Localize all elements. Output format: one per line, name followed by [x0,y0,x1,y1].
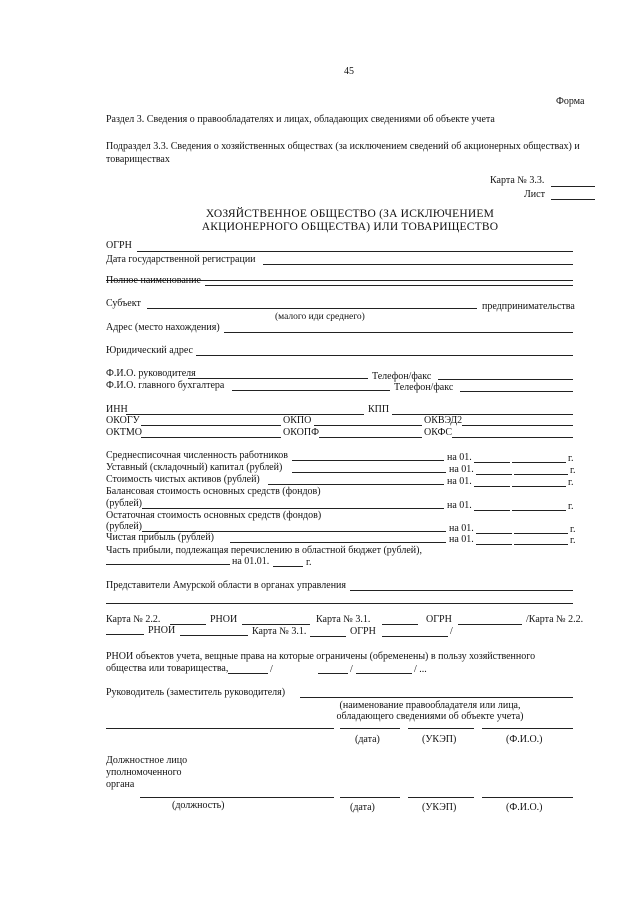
section-heading: Раздел 3. Сведения о правообладателях и лицах, обладающих сведениями об объекте учета [106,114,495,125]
card-number-field[interactable] [551,186,595,187]
head-fio-field[interactable] [188,378,368,379]
balance-value-year-suffix: г. [568,501,574,512]
head-fio-label: Ф.И.О. руководителя [106,368,196,379]
charter-capital-date-year[interactable] [514,474,568,475]
rnoi-sep-2: / [350,664,353,675]
okpo-field[interactable] [314,425,422,426]
official-ukep-field[interactable] [408,797,474,798]
okfs-label: ОКФС [424,427,453,438]
ogrn-field[interactable] [137,251,573,252]
head-date-field[interactable] [340,728,400,729]
official-date-caption: (дата) [350,802,375,813]
kpp-label: КПП [368,404,390,415]
rnoi-field-3[interactable] [356,673,412,674]
holder-name-field[interactable] [300,697,573,698]
okopf-label: ОКОПФ [283,427,319,438]
avg-staff-date-day[interactable] [474,462,510,463]
rnoi-text-line1: РНОИ объектов учета, вещные права на которые ограничены (обременены) в пользу хозяйственного [106,651,536,662]
charter-capital-field[interactable] [292,472,446,473]
accountant-fio-label: Ф.И.О. главного бухгалтера [106,380,225,391]
form-title-line1: ХОЗЯЙСТВЕННОЕ ОБЩЕСТВО (ЗА ИСКЛЮЧЕНИЕМ [205,208,495,220]
net-profit-date-prefix: на 01. [449,534,474,545]
legal-address-label: Юридический адрес [106,345,193,356]
accountant-fio-field[interactable] [232,390,390,391]
net-assets-year-suffix: г. [568,477,574,488]
reg-date-label: Дата государственной регистрации [106,254,256,265]
address-field[interactable] [224,332,573,333]
avg-staff-field[interactable] [292,460,444,461]
residual-value-year-suffix: г. [570,524,576,535]
link2-rnoi-label: РНОИ [148,625,176,636]
net-assets-field[interactable] [268,484,444,485]
subsection-heading-line2: товариществах [106,154,170,165]
rnoi-field-1[interactable] [228,673,268,674]
net-assets-date-day[interactable] [474,486,510,487]
head-fio-caption: (Ф.И.О.) [506,734,543,745]
official-position-field[interactable] [140,797,334,798]
ogrn-label: ОГРН [106,240,132,251]
representatives-field-extra[interactable] [106,603,573,604]
net-assets-label: Стоимость чистых активов (рублей) [106,474,260,485]
okved2-label: ОКВЭД2 [424,415,463,426]
reg-date-field[interactable] [263,264,573,265]
head-phone-field[interactable] [438,379,573,380]
link-ogrn-field[interactable] [458,624,522,625]
avg-staff-year-suffix: г. [568,453,574,464]
oktmo-label: ОКТМО [106,427,142,438]
net-profit-year-suffix: г. [570,535,576,546]
link2-rnoi-field[interactable] [180,635,248,636]
inn-field[interactable] [126,414,364,415]
link2-card-22-field[interactable] [106,634,144,635]
head-ukep-field[interactable] [408,728,474,729]
official-ukep-caption: (УКЭП) [422,802,457,813]
balance-value-date-prefix: на 01. [447,500,472,511]
okpo-label: ОКПО [283,415,312,426]
oktmo-field[interactable] [141,437,281,438]
charter-capital-label: Уставный (складочный) капитал (рублей) [106,462,283,473]
residual-value-label: Остаточная стоимость основных средств (фондов) [106,510,322,521]
kpp-field[interactable] [392,414,573,415]
representatives-label: Представители Амурской области в органах управления [106,580,346,591]
profit-share-field[interactable] [106,564,230,565]
link2-ogrn-field[interactable] [382,636,448,637]
link2-card-31-label: Карта № 3.1. [252,626,307,637]
profit-share-date-prefix: на 01.01. [232,556,270,567]
net-assets-date-prefix: на 01. [447,476,472,487]
full-name-label: Полное наименование [106,275,201,286]
avg-staff-label: Среднесписочная численность работников [106,450,288,461]
subject-label: Субъект [106,298,141,309]
inn-label: ИНН [106,404,128,415]
address-label: Адрес (место нахождения) [106,322,220,333]
net-profit-label: Чистая прибыль (рублей) [106,532,214,543]
net-profit-date-day[interactable] [476,544,512,545]
link-card-22-field[interactable] [170,624,206,625]
balance-value-rub: (рублей) [106,498,143,509]
rnoi-field-2[interactable] [318,673,348,674]
residual-value-date-day[interactable] [476,533,512,534]
link2-ogrn-label: ОГРН [350,626,376,637]
link2-slash: / [450,626,453,637]
balance-value-label: Балансовая стоимость основных средств (фондов) [106,486,321,497]
official-position-caption: (должность) [172,800,225,811]
full-name-field[interactable] [205,285,573,286]
residual-value-date-year[interactable] [514,533,568,534]
rnoi-sep-1: / [270,664,273,675]
link-card-22-tail: /Карта № 2.2. [526,614,584,625]
charter-capital-date-prefix: на 01. [449,464,474,475]
profit-share-date-year[interactable] [273,566,303,567]
page-number: 45 [344,66,354,77]
net-profit-date-year[interactable] [514,544,568,545]
head-date-caption: (дата) [355,734,380,745]
link-rnoi-field[interactable] [242,624,310,625]
link-ogrn-label: ОГРН [426,614,452,625]
charter-capital-year-suffix: г. [570,465,576,476]
official-fio-caption: (Ф.И.О.) [506,802,543,813]
rnoi-tail: / ... [414,664,427,675]
sheet-field[interactable] [551,199,595,200]
profit-share-year-suffix: г. [306,557,312,568]
head-position-field[interactable] [106,728,334,729]
link-card-22-label: Карта № 2.2. [106,614,161,625]
sheet-label: Лист [524,189,545,200]
head-signature-label: Руководитель (заместитель руководителя) [106,687,286,698]
link-card-31-field[interactable] [382,624,418,625]
official-fio-field[interactable] [482,797,573,798]
avg-staff-date-prefix: на 01. [447,452,472,463]
holder-caption-line1: (наименование правообладателя или лица, [339,700,521,711]
representatives-field[interactable] [350,590,573,591]
form-label: Форма [556,96,585,107]
balance-value-field[interactable] [142,508,444,509]
balance-value-date-year[interactable] [512,510,566,511]
link-card-31-label: Карта № 3.1. [316,614,371,625]
subsection-heading-line1: Подраздел 3.3. Сведения о хозяйственных обществах (за исключением сведений об акционерных обществах) и [106,141,580,152]
official-label-line3: органа [106,779,135,790]
head-phone-label: Телефон/факс [372,371,432,382]
subject-caption: (малого иди среднего) [275,312,365,322]
subject-field[interactable] [147,308,477,309]
link2-card-31-field[interactable] [310,636,346,637]
official-date-field[interactable] [340,797,400,798]
residual-value-rub: (рублей) [106,521,143,532]
residual-value-date-prefix: на 01. [449,523,474,534]
okopf-field[interactable] [319,437,422,438]
okogu-label: ОКОГУ [106,415,140,426]
okved2-field[interactable] [462,425,573,426]
balance-value-date-day[interactable] [474,510,510,511]
head-fio-sign-field[interactable] [482,728,573,729]
charter-capital-date-day[interactable] [476,474,512,475]
holder-caption-line2: обладающего сведениями об объекте учета) [336,711,524,722]
accountant-phone-label: Телефон/факс [394,382,454,393]
profit-share-label: Часть прибыли, подлежащая перечислению в областной бюджет (рублей), [106,545,422,556]
card-number-label: Карта № 3.3. [490,175,545,186]
legal-address-field[interactable] [196,355,573,356]
net-assets-date-year[interactable] [512,486,566,487]
link-rnoi-label: РНОИ [210,614,238,625]
net-profit-field[interactable] [230,542,446,543]
head-ukep-caption: (УКЭП) [422,734,457,745]
okfs-field[interactable] [452,437,573,438]
official-label-line1: Должностное лицо [106,755,188,766]
accountant-phone-field[interactable] [460,391,573,392]
okogu-field[interactable] [141,425,281,426]
avg-staff-date-year[interactable] [512,462,566,463]
entrepreneurship-label: предпринимательства [482,301,575,312]
form-title-line2: АКЦИОНЕРНОГО ОБЩЕСТВА) ИЛИ ТОВАРИЩЕСТВО [201,221,499,233]
rnoi-text-line2: общества или товарищества, [106,663,229,674]
official-label-line2: уполномоченного [106,767,182,778]
